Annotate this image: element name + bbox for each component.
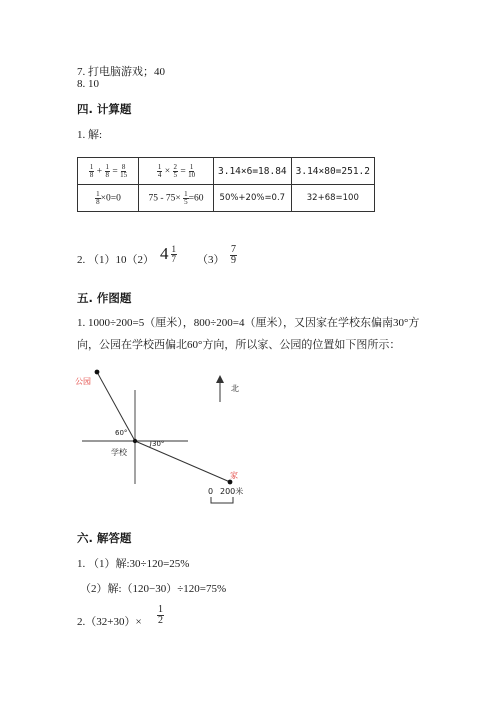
home-label: 家 <box>230 471 238 480</box>
answer-line-7: 7. 打电脑游戏；40 <box>77 66 165 78</box>
fraction: $\frac{1}{4}$ <box>157 162 162 179</box>
fraction: $\frac{1}{8}$ <box>96 189 100 206</box>
park-label: 公园 <box>75 377 91 386</box>
school-point <box>133 439 137 443</box>
explanation-line-1: 1. 1000÷200=5（厘米），800÷200=4（厘米），又因家在学校东偏南30°方 <box>77 317 420 329</box>
school-label: 学校 <box>111 448 127 457</box>
fraction: $\frac{1}{8}$ <box>105 162 109 179</box>
scale-bar <box>211 497 233 503</box>
fraction: $\frac{1}{5}$ <box>184 189 188 206</box>
fraction: $\frac{1}{7}$ <box>171 243 176 264</box>
table-cell: $\frac{1}{8}$ + $\frac{1}{8}$ = $\frac{8}{15}$ <box>78 158 139 185</box>
table-cell: 50%+20%=0.7 <box>214 185 292 212</box>
explanation-line-2: 向，公园在学校西偏北60°方向，所以家、公园的位置如下图所示： <box>77 339 401 351</box>
angle-arc-30 <box>150 441 151 448</box>
scale-length-label: 200米 <box>220 487 244 496</box>
table-cell: $\frac{1}{4}$ × $\frac{2}{5}$ = $\frac{1}{10}$ <box>139 158 214 185</box>
answer-2-prefix: 2.（32+30）× <box>77 616 142 628</box>
answer-line-8: 8. 10 <box>77 78 99 90</box>
north-label: 北 <box>231 384 239 393</box>
section-title-calculation: 四. 计算题 <box>77 102 132 116</box>
section-title-answers: 六. 解答题 <box>77 531 132 545</box>
table-cell: 32+68=100 <box>291 185 374 212</box>
angle-30-label: 30° <box>152 440 165 448</box>
table-cell: 3.14×80=251.2 <box>291 158 374 185</box>
north-arrow-head <box>216 375 224 383</box>
mixed-number: 4 $\frac{1}{7}$ <box>160 243 176 264</box>
fraction: $\frac{1}{10}$ <box>188 162 196 179</box>
table-cell: 3.14×6=18.84 <box>214 158 292 185</box>
table-cell: $\frac{1}{8}$ ×0=0 <box>78 185 139 212</box>
school-to-home-line <box>135 441 230 482</box>
table-cell: 75 - 75× $\frac{1}{5}$ =60 <box>139 185 214 212</box>
fraction: $\frac{8}{15}$ <box>120 162 128 179</box>
scale-zero-label: 0 <box>208 487 214 496</box>
fraction: $\frac{1}{8}$ <box>89 162 94 179</box>
question-1-label: 1. 解: <box>77 129 103 141</box>
question-2-part3: （3） <box>197 254 225 266</box>
answer-1b: （2）解:（120−30）÷120=75% <box>80 583 227 595</box>
angle-60-label: 60° <box>115 429 128 437</box>
section-title-drawing: 五. 作图题 <box>77 291 132 305</box>
fraction: $\frac{2}{5}$ <box>173 162 177 179</box>
park-point <box>95 370 100 375</box>
fraction: $\frac{7}{9}$ <box>231 244 236 266</box>
question-2-prefix: 2. （1）10（2） <box>77 254 154 266</box>
answer-1a: 1. （1）解:30÷120=25% <box>77 558 190 570</box>
fraction: $\frac{1}{2}$ <box>158 604 163 626</box>
